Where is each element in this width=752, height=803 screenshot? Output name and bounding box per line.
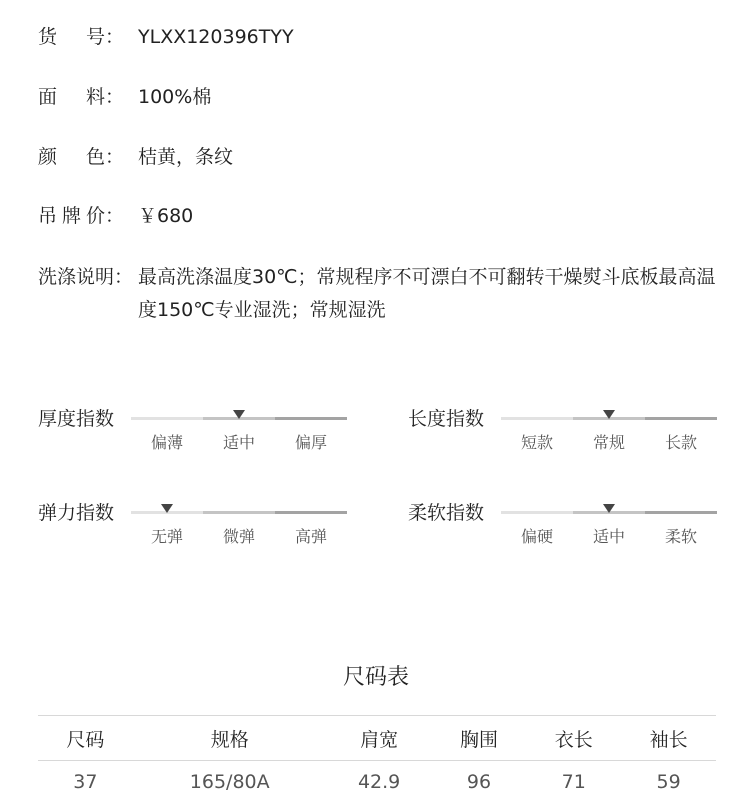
column-header: 规格	[133, 716, 327, 761]
fabric-label	[38, 81, 124, 114]
scale-segment	[275, 511, 347, 514]
column-header: 衣长	[526, 716, 621, 761]
selected-marker-icon	[603, 410, 615, 419]
tag-price-label-part: 价：	[86, 200, 124, 233]
scale-option: 微弹	[203, 524, 275, 547]
table-cell: 165/80A	[133, 761, 327, 803]
wash-instructions-label-text: 洗涤说明：	[38, 261, 133, 294]
color-label	[38, 141, 124, 174]
scale-segment	[131, 417, 203, 420]
tag-price-label	[38, 200, 124, 233]
scale-option: 适中	[573, 524, 645, 547]
color-label-part: 颜	[38, 141, 57, 174]
tag-price-value: ￥680	[138, 200, 193, 233]
selected-marker-icon	[603, 504, 615, 513]
tag-price-row	[38, 200, 193, 233]
scale-option: 长款	[645, 430, 717, 453]
color-row	[38, 141, 233, 174]
column-header: 袖长	[621, 716, 716, 761]
item-number-label-part: 号：	[86, 21, 124, 54]
table-row	[38, 761, 716, 803]
fabric-label-part: 料：	[86, 81, 124, 114]
table-cell: 37	[38, 761, 133, 803]
size-chart-table	[38, 715, 716, 803]
fabric-row	[38, 81, 211, 114]
length-index-options	[501, 430, 717, 453]
scale-option: 高弹	[275, 524, 347, 547]
column-header: 肩宽	[327, 716, 432, 761]
scale-option: 无弹	[131, 524, 203, 547]
thickness-index-options	[131, 430, 347, 453]
item-number-label-part: 货	[38, 21, 57, 54]
selected-marker-icon	[233, 410, 245, 419]
thickness-index-title: 厚度指数	[38, 404, 114, 431]
color-label-part: 色：	[86, 141, 124, 174]
table-cell: 59	[621, 761, 716, 803]
scale-segment	[203, 511, 275, 514]
item-number-label	[38, 21, 124, 54]
table-cell: 42.9	[327, 761, 432, 803]
wash-instructions-value: 最高洗涤温度30℃；常规程序不可漂白不可翻转干燥熨斗底板最高温度150℃专业湿洗；常规湿洗	[138, 261, 718, 327]
item-number-row	[38, 21, 294, 54]
scale-option: 适中	[203, 430, 275, 453]
color-value: 桔黄，条纹	[138, 141, 233, 174]
scale-segment	[645, 511, 717, 514]
scale-segment	[501, 511, 573, 514]
softness-index-title: 柔软指数	[408, 498, 484, 525]
elasticity-index-options	[131, 524, 347, 547]
fabric-label-part: 面	[38, 81, 57, 114]
tag-price-label-part: 牌	[62, 200, 81, 233]
scale-option: 偏硬	[501, 524, 573, 547]
wash-instructions-label	[38, 261, 134, 294]
selected-marker-icon	[161, 504, 173, 513]
size-chart-title: 尺码表	[0, 660, 752, 691]
thickness-index-scale	[131, 417, 347, 420]
fabric-value: 100%棉	[138, 81, 211, 114]
elasticity-index-scale	[131, 511, 347, 514]
scale-segment	[275, 417, 347, 420]
size-chart-header-row	[38, 716, 716, 761]
scale-segment	[645, 417, 717, 420]
wash-instructions-row	[38, 261, 718, 327]
scale-option: 偏薄	[131, 430, 203, 453]
column-header: 胸围	[432, 716, 527, 761]
length-index-scale	[501, 417, 717, 420]
item-number-value: YLXX120396TYY	[138, 21, 294, 54]
scale-option: 柔软	[645, 524, 717, 547]
scale-segment	[501, 417, 573, 420]
tag-price-label-part: 吊	[38, 200, 57, 233]
elasticity-index-title: 弹力指数	[38, 498, 114, 525]
table-cell: 96	[432, 761, 527, 803]
length-index-title: 长度指数	[408, 404, 484, 431]
scale-option: 偏厚	[275, 430, 347, 453]
softness-index-options	[501, 524, 717, 547]
column-header: 尺码	[38, 716, 133, 761]
table-cell: 71	[526, 761, 621, 803]
scale-option: 常规	[573, 430, 645, 453]
scale-option: 短款	[501, 430, 573, 453]
softness-index-scale	[501, 511, 717, 514]
